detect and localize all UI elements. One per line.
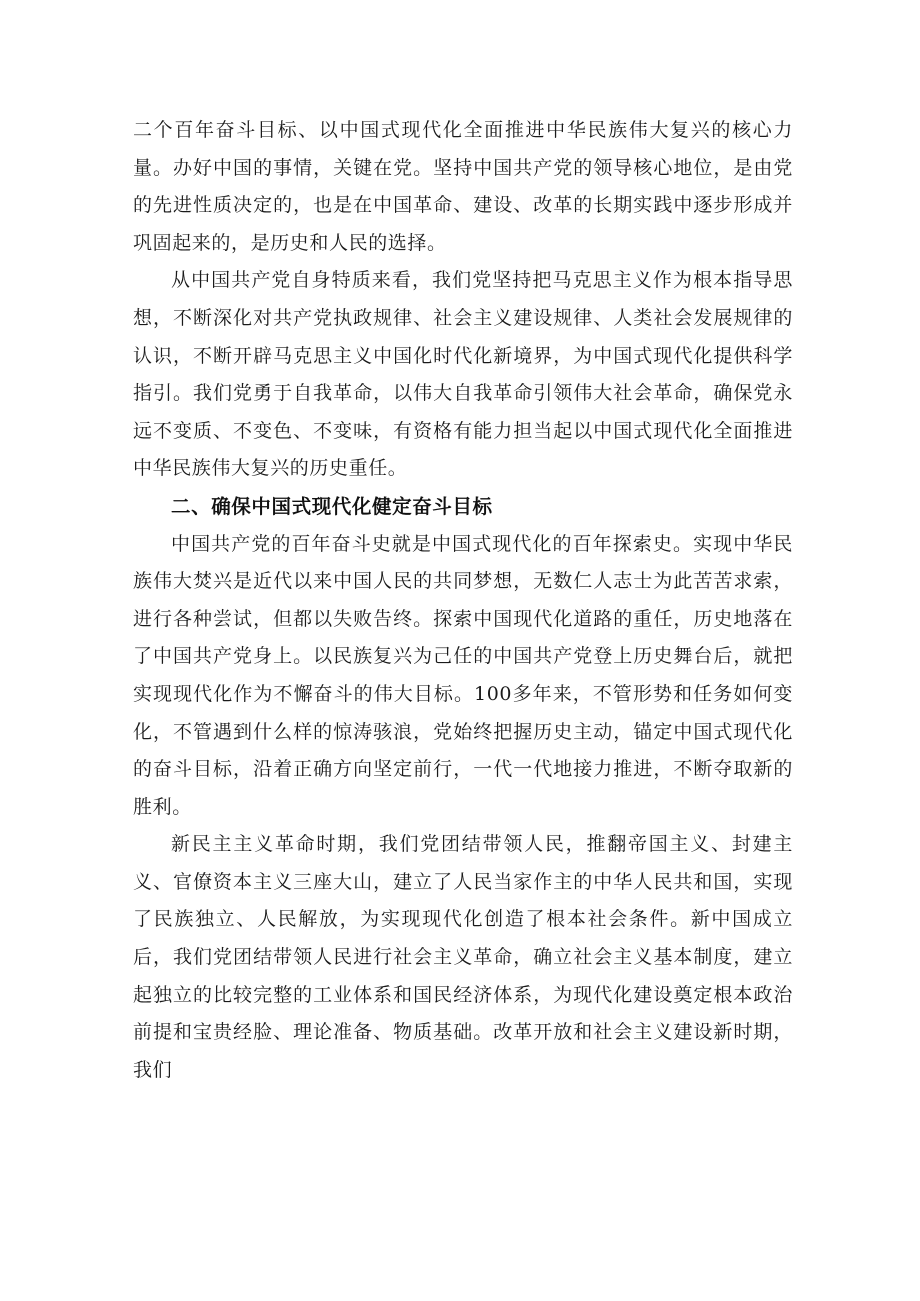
paragraph-3: 中国共产党的百年奋斗史就是中国式现代化的百年探索史。实现中华民族伟大焚兴是近代以来中国人民的共同梦想，无数仁人志士为此苦苦求索，进行各种尝试，但都以失败告终。探索中国现代化道路的重任，历史地落在了中国共产党身上。以民族复兴为己任的中国共产党登上历史舞台后，就把实现现代化作为不懈奋斗的伟大目标。100多年来，不管形势和任务如何变化，不管遇到什么样的惊涛骇浪，党始终把握历史主动，锚定中国式现代化的奋斗目标，沿着正确方向坚定前行，一代一代地接力推进，不断夺取新的胜利。	[133, 532, 793, 818]
paragraph-1: 二个百年奋斗目标、以中国式现代化全面推进中华民族伟大复兴的核心力量。办好中国的事情，关键在党。坚持中国共产党的领导核心地位，是由党的先进性质决定的，也是在中国革命、建设、改革的长期实践中逐步形成并巩固起来的，是历史和人民的选择。	[133, 119, 793, 254]
section-heading-2: 二、确保中国式现代化健定奋斗目标	[171, 494, 493, 518]
paragraph-4: 新民主主义革命时期，我们党团结带领人民，推翻帝国主义、封建主义、官僚资本主义三座大山，建立了人民当家作主的中华人民共和国，实现了民族独立、人民解放，为实现现代化创造了根本社会条件。新中国成立后，我们党团结带领人民进行社会主义革命，确立社会主义基本制度，建立起独立的比较完整的工业体系和国民经济体系，为现代化建设奠定根本政治前提和宝贵经脸、理论准备、物质基础。改革开放和社会主义建设新时期，我们	[133, 833, 793, 1081]
paragraph-2: 从中国共产党自身特质来看，我们党坚持把马克思主义作为根本指导思想，不断深化对共产党执政规律、社会主义建设规律、人类社会发展规律的认识，不断开辟马克思主义中国化时代化新境界，为中国式现代化提供科学指引。我们党勇于自我革命，以伟大自我革命引领伟大社会革命，确保党永远不变质、不变色、不变味，有资格有能力担当起以中国式现代化全面推进中华民族伟大复兴的历史重任。	[133, 269, 793, 480]
document-body	[133, 112, 793, 1089]
